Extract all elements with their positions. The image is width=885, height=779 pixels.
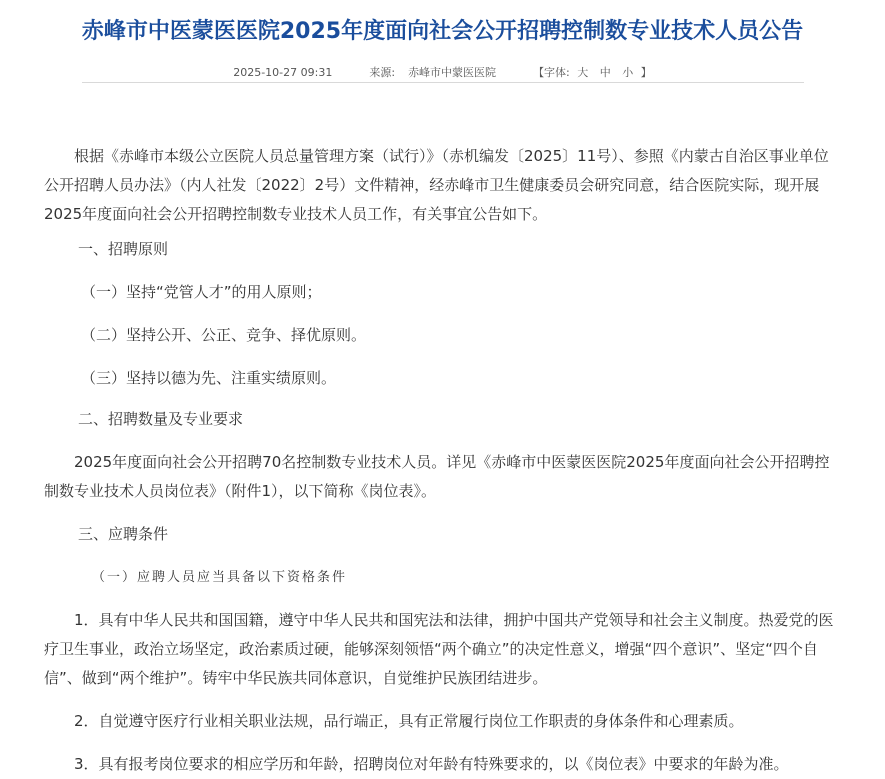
section-1-item-1: （一）坚持“党管人才”的用人原则； bbox=[81, 283, 322, 301]
article-title: 赤峰市中医蒙医医院2025年度面向社会公开招聘控制数专业技术人员公告 bbox=[81, 19, 804, 44]
article-body bbox=[44, 142, 834, 779]
font-small-button[interactable]: 小 bbox=[622, 66, 634, 79]
section-2-title: 二、招聘数量及专业要求 bbox=[78, 410, 244, 428]
source-label: 来源: bbox=[369, 66, 396, 79]
condition-3: 3．具有报考岗位要求的相应学历和年龄，招聘岗位对年龄有特殊要求的，以《岗位表》中要求的年龄为准。 bbox=[74, 755, 789, 773]
section-1-title: 一、招聘原则 bbox=[78, 240, 169, 258]
font-medium-button[interactable]: 中 bbox=[599, 66, 611, 79]
section-3-subtitle-1: （一）应聘人员应当具备以下资格条件 bbox=[92, 570, 348, 585]
meta-divider bbox=[82, 82, 804, 83]
section-2-text: 2025年度面向社会公开招聘70名控制数专业技术人员。详见《赤峰市中医蒙医医院2025年度面向社会公开招聘控制数专业技术人员岗位表》（附件1），以下简称《岗位表》。 bbox=[44, 453, 830, 500]
condition-1: 1．具有中华人民共和国国籍，遵守中华人民共和国宪法和法律，拥护中国共产党领导和社会主义制度。热爱党的医疗卫生事业，政治立场坚定，政治素质过硬，能够深刻领悟“两个确立”的决定性意义，增强“四个意识”、坚定“四个自信”、做到“两个维护”。铸牢中华民族共同体意识，自觉维护民族团结进步。 bbox=[44, 611, 834, 687]
intro-paragraph: 根据《赤峰市本级公立医院人员总量管理方案（试行）》（赤机编发〔2025〕11号）、参照《内蒙古自治区事业单位公开招聘人员办法》（内人社发〔2022〕2号）文件精神，经赤峰市卫生健康委员会研究同意，结合医院实际，现开展2025年度面向社会公开招聘控制数专业技术人员工作，有关事宜公告如下。 bbox=[44, 147, 829, 223]
article-meta bbox=[0, 64, 885, 80]
section-1-item-2: （二）坚持公开、公正、竞争、择优原则。 bbox=[81, 326, 367, 344]
font-size-label: 【字体: bbox=[533, 66, 570, 79]
condition-2: 2．自觉遵守医疗行业相关职业法规，品行端正，具有正常履行岗位工作职责的身体条件和心理素质。 bbox=[74, 712, 744, 730]
section-1-item-3: （三）坚持以德为先、注重实绩原则。 bbox=[81, 369, 337, 387]
source-value: 赤峰市中蒙医医院 bbox=[408, 66, 497, 79]
publish-date: 2025-10-27 09:31 bbox=[233, 66, 333, 79]
font-large-button[interactable]: 大 bbox=[577, 66, 589, 79]
font-size-label-close: 】 bbox=[640, 66, 652, 79]
section-3-title: 三、应聘条件 bbox=[78, 525, 169, 543]
